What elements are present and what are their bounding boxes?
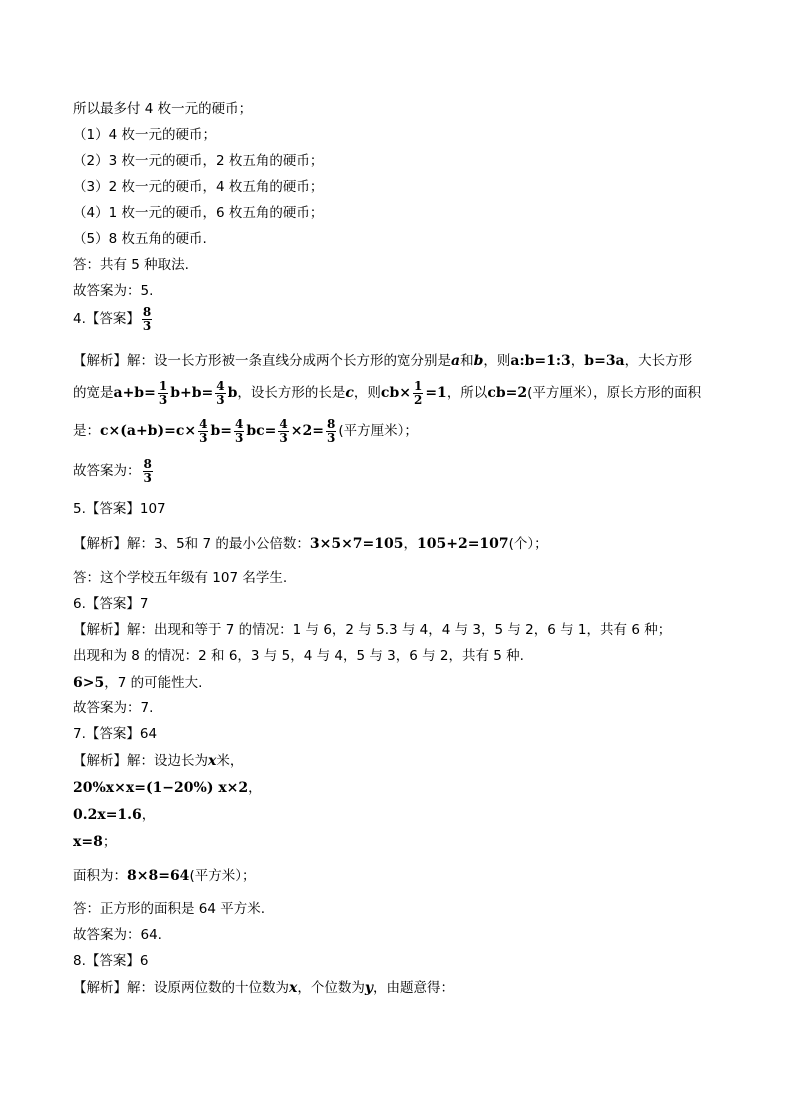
q7-final-answer: 故答案为：64. [73, 927, 162, 943]
q5-answer-heading: 5.【答案】107 [73, 501, 166, 517]
q8-answer-heading: 8.【答案】6 [73, 953, 149, 969]
q7-equation-2: 0.2x=1.6， [73, 807, 156, 823]
text-line: 答：共有 5 种取法. [73, 257, 189, 273]
text-line: 故答案为：5. [73, 283, 154, 299]
q4-answer-heading: 4.【答案】 [73, 311, 140, 328]
q7-equation-3: x=8； [73, 834, 117, 850]
q6-analysis-line-1: 【解析】解：出现和等于 7 的情况：1 与 6，2 与 5.3 与 4，4 与 3，5 与 2，6 与 1，共有 6 种； [73, 622, 672, 638]
q6-final-answer: 故答案为：7. [73, 700, 154, 716]
text-line: （3）2 枚一元的硬币，4 枚五角的硬币； [73, 179, 324, 195]
q7-analysis-line-1: 【解析】解：设边长为x米， [73, 753, 244, 769]
q7-answer-heading: 7.【答案】64 [73, 726, 158, 742]
q7-area-line: 面积为：8×8=64(平方米）； [73, 868, 256, 884]
text-line: （4）1 枚一元的硬币，6 枚五角的硬币； [73, 205, 324, 221]
q4-analysis-line-2: 的宽是a+b= $\frac{1}{3}$ b+b= $\frac{4}{3}$ b，设长方形的长是c，则cb× $\frac{1}{2}$ =1，所以cb=2(平方厘米），原长方形的面积 [73, 379, 702, 407]
q8-analysis-line-1: 【解析】解：设原两位数的十位数为x，个位数为y，由题意得： [73, 980, 454, 996]
q6-analysis-line-2: 出现和为 8 的情况：2 和 6，3 与 5，4 与 4，5 与 3，6 与 2，共有 5 种. [73, 648, 524, 664]
q4-final-answer: 故答案为： $\frac{8}{3}$ [73, 457, 152, 485]
q5-analysis-line-1: 【解析】解：3、5和 7 的最小公倍数：3×5×7=105，105+2=107(个）； [73, 536, 548, 552]
q7-conclusion: 答：正方形的面积是 64 平方米. [73, 901, 266, 917]
q4-analysis-line-1: 【解析】解：设一长方形被一条直线分成两个长方形的宽分别是a和b，则a:b=1:3，b=3a，大长方形 [73, 353, 693, 369]
q7-equation-1: 20%x×x=(1−20%) x×2， [73, 780, 262, 796]
q5-analysis-line-2: 答：这个学校五年级有 107 名学生. [73, 570, 288, 586]
q4-answer-fraction: $\frac{8}{3}$ [142, 305, 152, 333]
text-line: 所以最多付 4 枚一元的硬币； [73, 101, 253, 117]
text-line: （2）3 枚一元的硬币，2 枚五角的硬币； [73, 153, 324, 169]
q4-answer-line [73, 306, 154, 332]
q6-answer-heading: 6.【答案】7 [73, 596, 149, 612]
q4-analysis-line-3: 是：c×(a+b)=c× $\frac{4}{3}$ b= $\frac{4}{3}$ bc= $\frac{4}{3}$ ×2= $\frac{8}{3}$ (平方厘米）； [73, 417, 418, 445]
q6-analysis-line-3: 6>5，7 的可能性大. [73, 675, 203, 691]
text-line: （5）8 枚五角的硬币. [73, 231, 207, 247]
text-line: （1）4 枚一元的硬币； [73, 127, 216, 143]
